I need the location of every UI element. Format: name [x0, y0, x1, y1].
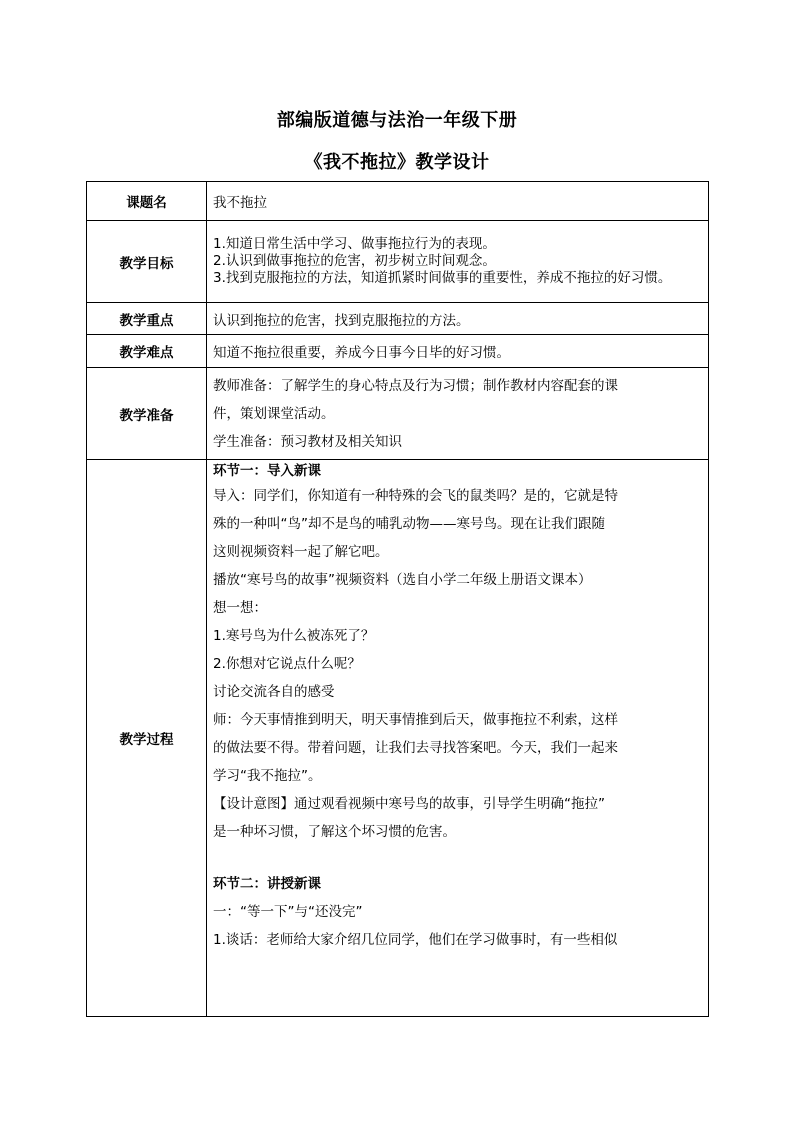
- row-goals: [87, 221, 709, 303]
- process-line: 殊的一种叫“鸟”却不是鸟的哺乳动物——寒号鸟。现在让我们跟随: [213, 516, 605, 532]
- process-line: 导入：同学们，你知道有一种特殊的会飞的鼠类吗？是的，它就是特: [213, 488, 618, 504]
- process-line: 一：“等一下”与“还没完”: [213, 904, 363, 920]
- goal-line: 2.认识到做事拖拉的危害，初步树立时间观念。: [213, 253, 496, 269]
- label-difficulty: 教学难点: [87, 335, 207, 368]
- process-line: 的做法要不得。带着问题，让我们去寻找答案吧。今天，我们一起来: [213, 740, 618, 756]
- design-intent-line: 是一种坏习惯，了解这个坏习惯的危害。: [213, 824, 456, 840]
- goal-line: 1.知道日常生活中学习、做事拖拉行为的表现。: [213, 236, 496, 252]
- process-line: 师：今天事情推到明天，明天事情推到后天，做事拖拉不利索，这样: [213, 712, 618, 728]
- label-process: 教学过程: [87, 460, 207, 1017]
- document-subtitle: 《我不拖拉》教学设计: [304, 152, 490, 173]
- process-line: 想一想：: [213, 600, 267, 616]
- value-focus: 认识到拖拉的危害，找到克服拖拉的方法。: [207, 303, 709, 335]
- design-intent-line: 【设计意图】通过观看视频中寒号鸟的故事，引导学生明确“拖拉”: [213, 796, 605, 812]
- row-topic: [87, 182, 709, 221]
- row-process: [87, 460, 709, 1017]
- goal-line: 3.找到克服拖拉的方法，知道抓紧时间做事的重要性，养成不拖拉的好习惯。: [213, 270, 672, 286]
- value-difficulty: 知道不拖拉很重要，养成今日事今日毕的好习惯。: [207, 335, 709, 368]
- section-heading: 环节二：讲授新课: [213, 876, 321, 892]
- lesson-plan-table: [86, 181, 709, 1017]
- label-focus: 教学重点: [87, 303, 207, 335]
- document-title: 部编版道德与法治一年级下册: [276, 110, 518, 131]
- process-line: 播放“寒号鸟的故事”视频资料（选自小学二年级上册语文课本）: [213, 572, 592, 588]
- prep-line: 教师准备：了解学生的身心特点及行为习惯；制作教材内容配套的课: [213, 377, 618, 394]
- process-line: 1.寒号鸟为什么被冻死了？: [213, 628, 375, 644]
- process-line: 2.你想对它说点什么呢？: [213, 656, 361, 672]
- row-prep: [87, 368, 709, 460]
- blank-spacer: [213, 846, 702, 870]
- label-topic: 课题名: [87, 182, 207, 221]
- section-heading: 环节一：导入新课: [213, 463, 321, 479]
- value-topic: 我不拖拉: [207, 182, 709, 221]
- process-line: 这则视频资料一起了解它吧。: [213, 544, 389, 560]
- process-line: 学习“我不拖拉”。: [213, 768, 322, 784]
- process-line: 讨论交流各自的感受: [213, 684, 335, 700]
- prep-line: 学生准备：预习教材及相关知识: [213, 433, 402, 450]
- process-line: 1.谈话：老师给大家介绍几位同学，他们在学习做事时，有一些相似: [213, 932, 618, 948]
- prep-line: 件，策划课堂活动。: [213, 405, 335, 422]
- row-difficulty: [87, 335, 709, 368]
- row-focus: [87, 303, 709, 335]
- label-prep: 教学准备: [87, 368, 207, 460]
- label-goals: 教学目标: [87, 221, 207, 303]
